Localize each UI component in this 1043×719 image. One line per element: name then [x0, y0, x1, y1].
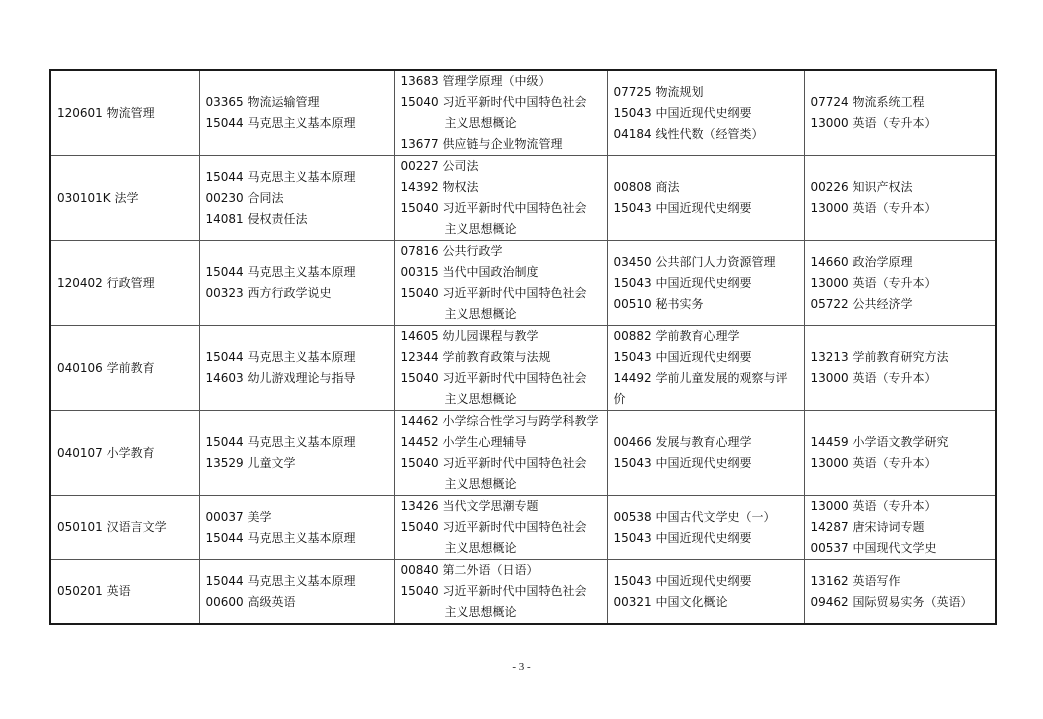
course-item: 14492 学前儿童发展的观察与评: [613, 371, 788, 385]
course-line: [614, 571, 804, 592]
courses-col-3: [607, 496, 804, 560]
course-item: 14462 小学综合性学习与跨学科教学: [400, 414, 599, 428]
courses-col-1: [199, 241, 394, 326]
major-cell: [50, 326, 199, 411]
course-line: [401, 368, 607, 389]
course-item: 05722 公共经济学: [810, 296, 913, 311]
course-item: 00840 第二外语（日语）: [400, 563, 539, 577]
course-item: 15044 马克思主义基本原理: [205, 265, 356, 279]
course-line: [811, 113, 996, 134]
course-line: [614, 389, 804, 410]
page-number: - 3 -: [512, 661, 531, 673]
course-item: 15040 习近平新时代中国特色社会: [400, 584, 587, 598]
course-line: [401, 560, 607, 581]
course-line: [401, 389, 607, 410]
courses-col-4: [804, 411, 996, 496]
course-line: [811, 517, 996, 538]
course-item: 15040 习近平新时代中国特色社会: [400, 456, 587, 470]
courses-col-3: [607, 241, 804, 326]
course-item: 15043 中国近现代史纲要: [613, 275, 752, 290]
course-item: 14660 政治学原理: [810, 254, 913, 269]
course-line: [206, 592, 394, 613]
courses-col-2: [394, 496, 607, 560]
courses-col-1: [199, 496, 394, 560]
course-line: [614, 273, 804, 294]
course-line: [401, 453, 607, 474]
major-name: 040106 学前教育: [57, 360, 155, 375]
course-line: [811, 347, 996, 368]
major-name: 050201 英语: [57, 584, 131, 598]
major-name: 120601 物流管理: [57, 105, 155, 120]
course-item: 00537 中国现代文学史: [810, 541, 937, 555]
course-line: [401, 496, 607, 517]
major-cell: [50, 560, 199, 625]
course-item: 15043 中国近现代史纲要: [613, 350, 752, 364]
course-item: 09462 国际贸易实务（英语）: [810, 594, 973, 609]
course-line: [401, 304, 607, 325]
course-item: 00315 当代中国政治制度: [400, 265, 539, 279]
course-item: 03450 公共部门人力资源管理: [613, 254, 776, 269]
course-line: [206, 209, 394, 230]
course-line: [401, 262, 607, 283]
course-item: 00510 秘书实务: [613, 296, 704, 311]
course-line: [206, 453, 394, 474]
course-line: [206, 262, 394, 283]
courses-col-2: [394, 560, 607, 625]
course-line: [206, 347, 394, 368]
course-line: [614, 326, 804, 347]
course-line: [811, 252, 996, 273]
courses-col-2: [394, 70, 607, 156]
course-line: [401, 326, 607, 347]
major-name: 030101K 法学: [57, 190, 139, 205]
courses-col-3: [607, 560, 804, 625]
course-line: [401, 347, 607, 368]
course-item: 04184 线性代数（经管类）: [613, 126, 764, 141]
course-item: 13426 当代文学思潮专题: [400, 499, 539, 513]
course-item: 15044 马克思主义基本原理: [205, 530, 356, 545]
course-item: 价: [613, 392, 626, 406]
course-item: 15043 中国近现代史纲要: [613, 201, 752, 215]
table-row: [50, 496, 996, 560]
course-item: 13000 英语（专升本）: [810, 499, 937, 513]
course-line: [811, 368, 996, 389]
course-line: [811, 294, 996, 315]
course-item: 07725 物流规划: [613, 84, 704, 99]
course-item: 15044 马克思主义基本原理: [205, 435, 356, 449]
course-line: [401, 134, 607, 155]
courses-col-3: [607, 326, 804, 411]
courses-col-2: [394, 411, 607, 496]
course-line: [206, 507, 394, 528]
course-name-continuation: 主义思想概论: [444, 605, 517, 619]
course-item: 15044 马克思主义基本原理: [205, 169, 356, 184]
course-item: 00230 合同法: [205, 190, 284, 205]
course-line: [811, 92, 996, 113]
course-line: [614, 432, 804, 453]
major-name: 120402 行政管理: [57, 275, 155, 290]
course-item: 15044 马克思主义基本原理: [205, 350, 356, 364]
course-line: [614, 252, 804, 273]
table-row: [50, 156, 996, 241]
course-line: [401, 411, 607, 432]
course-line: [206, 167, 394, 188]
course-item: 00882 学前教育心理学: [613, 329, 740, 343]
courses-col-2: [394, 156, 607, 241]
course-item: 00321 中国文化概论: [613, 594, 728, 609]
course-item: 00808 商法: [613, 180, 680, 194]
course-line: [206, 188, 394, 209]
course-line: [206, 571, 394, 592]
course-line: [811, 571, 996, 592]
course-item: 00466 发展与教育心理学: [613, 435, 752, 449]
course-line: [401, 538, 607, 559]
major-cell: [50, 496, 199, 560]
course-line: [811, 538, 996, 559]
course-line: [401, 602, 607, 623]
course-line: [401, 581, 607, 602]
course-item: 13000 英语（专升本）: [810, 371, 937, 385]
courses-col-3: [607, 156, 804, 241]
course-item: 13000 英语（专升本）: [810, 116, 937, 130]
course-item: 14392 物权法: [400, 180, 479, 194]
course-item: 13000 英语（专升本）: [810, 201, 937, 215]
course-line: [401, 177, 607, 198]
major-name: 040107 小学教育: [57, 445, 155, 460]
courses-col-1: [199, 326, 394, 411]
course-line: [614, 507, 804, 528]
course-line: [401, 156, 607, 177]
course-item: 13000 英语（专升本）: [810, 275, 937, 290]
course-item: 13000 英语（专升本）: [810, 456, 937, 470]
course-item: 13683 管理学原理（中级）: [400, 74, 551, 88]
major-cell: [50, 241, 199, 326]
course-line: [614, 124, 804, 145]
course-line: [614, 368, 804, 389]
course-item: 00600 高级英语: [205, 594, 296, 609]
course-name-continuation: 主义思想概论: [444, 541, 517, 555]
course-line: [206, 432, 394, 453]
course-item: 15040 习近平新时代中国特色社会: [400, 286, 587, 300]
course-item: 00226 知识产权法: [810, 180, 913, 194]
courses-col-4: [804, 560, 996, 625]
course-item: 15040 习近平新时代中国特色社会: [400, 201, 587, 215]
courses-col-3: [607, 70, 804, 156]
courses-col-3: [607, 411, 804, 496]
course-item: 00538 中国古代文学史（一）: [613, 509, 776, 524]
major-name: 050101 汉语言文学: [57, 520, 167, 534]
course-item: 13162 英语写作: [810, 573, 901, 588]
course-item: 00323 西方行政学说史: [205, 286, 332, 300]
table-row: [50, 70, 996, 156]
courses-col-1: [199, 411, 394, 496]
course-item: 15044 马克思主义基本原理: [205, 116, 356, 130]
courses-col-1: [199, 156, 394, 241]
course-item: 00227 公司法: [400, 159, 479, 173]
course-line: [811, 432, 996, 453]
course-item: 12344 学前教育政策与法规: [400, 350, 551, 364]
table-row: [50, 411, 996, 496]
course-item: 14605 幼儿园课程与教学: [400, 329, 539, 343]
course-line: [811, 453, 996, 474]
course-line: [614, 82, 804, 103]
course-item: 15043 中国近现代史纲要: [613, 573, 752, 588]
major-cell: [50, 156, 199, 241]
courses-col-4: [804, 326, 996, 411]
course-line: [614, 103, 804, 124]
courses-col-4: [804, 156, 996, 241]
course-item: 14081 侵权责任法: [205, 211, 308, 226]
table-row: [50, 560, 996, 625]
course-item: 07724 物流系统工程: [810, 95, 925, 109]
course-line: [811, 273, 996, 294]
course-item: 13213 学前教育研究方法: [810, 350, 949, 364]
courses-col-4: [804, 496, 996, 560]
course-line: [401, 283, 607, 304]
course-line: [401, 241, 607, 262]
course-line: [811, 198, 996, 219]
course-line: [401, 92, 607, 113]
major-cell: [50, 411, 199, 496]
course-item: 14287 唐宋诗词专题: [810, 520, 925, 534]
courses-col-4: [804, 241, 996, 326]
course-line: [614, 177, 804, 198]
course-line: [401, 71, 607, 92]
course-line: [401, 517, 607, 538]
courses-col-1: [199, 70, 394, 156]
course-item: 15040 习近平新时代中国特色社会: [400, 95, 587, 109]
course-line: [401, 219, 607, 240]
course-item: 15043 中国近现代史纲要: [613, 530, 752, 545]
courses-col-4: [804, 70, 996, 156]
course-line: [206, 92, 394, 113]
course-item: 07816 公共行政学: [400, 244, 503, 258]
table-row: [50, 241, 996, 326]
course-name-continuation: 主义思想概论: [444, 307, 517, 321]
course-line: [614, 198, 804, 219]
course-item: 15043 中国近现代史纲要: [613, 105, 752, 120]
course-schedule-table: [49, 69, 997, 625]
course-line: [614, 528, 804, 549]
course-item: 13529 儿童文学: [205, 456, 296, 470]
course-line: [401, 432, 607, 453]
course-name-continuation: 主义思想概论: [444, 116, 517, 130]
course-line: [811, 592, 996, 613]
course-item: 14603 幼儿游戏理论与指导: [205, 371, 356, 385]
course-line: [614, 453, 804, 474]
course-line: [811, 177, 996, 198]
course-item: 14452 小学生心理辅导: [400, 435, 527, 449]
course-line: [206, 368, 394, 389]
course-item: 15044 马克思主义基本原理: [205, 573, 356, 588]
course-item: 03365 物流运输管理: [205, 95, 320, 109]
course-line: [614, 592, 804, 613]
course-line: [206, 283, 394, 304]
course-line: [206, 528, 394, 549]
course-name-continuation: 主义思想概论: [444, 477, 517, 491]
course-item: 15043 中国近现代史纲要: [613, 456, 752, 470]
course-name-continuation: 主义思想概论: [444, 392, 517, 406]
major-cell: [50, 70, 199, 156]
course-item: 00037 美学: [205, 509, 272, 524]
course-item: 15040 习近平新时代中国特色社会: [400, 520, 587, 534]
table-row: [50, 326, 996, 411]
courses-col-2: [394, 241, 607, 326]
course-line: [614, 294, 804, 315]
course-line: [401, 198, 607, 219]
course-line: [401, 113, 607, 134]
courses-col-1: [199, 560, 394, 625]
course-item: 14459 小学语文教学研究: [810, 435, 949, 449]
courses-col-2: [394, 326, 607, 411]
course-line: [614, 347, 804, 368]
course-line: [401, 474, 607, 495]
course-line: [206, 113, 394, 134]
course-item: 13677 供应链与企业物流管理: [400, 137, 563, 151]
course-item: 15040 习近平新时代中国特色社会: [400, 371, 587, 385]
course-name-continuation: 主义思想概论: [444, 222, 517, 236]
course-line: [811, 496, 996, 517]
